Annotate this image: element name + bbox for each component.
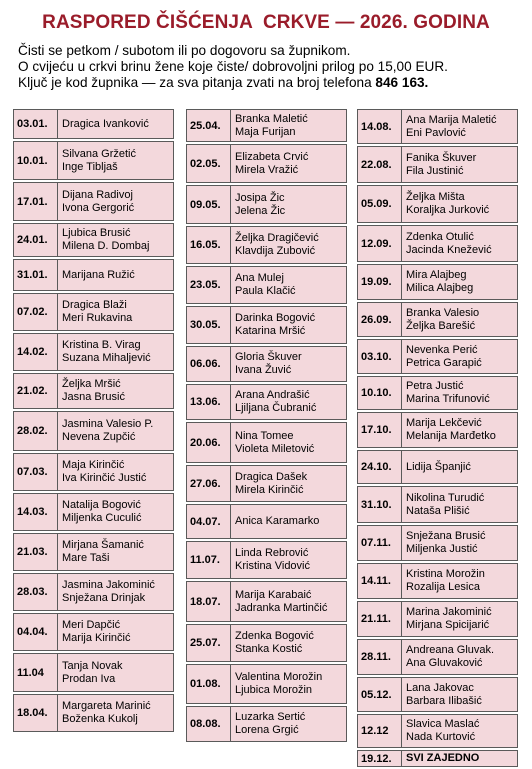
cleaner-name: Jasmina Jakominić	[62, 579, 155, 591]
cleaner-name: Tanja Novak	[62, 659, 123, 672]
schedule-row	[186, 465, 347, 502]
cleaner-name: Petra Justić	[406, 380, 464, 392]
cleaner-name: Jasna Brusić	[62, 391, 125, 403]
cleaner-name: Lorena Grgić	[235, 724, 299, 736]
cleaner-name: Nevena Zupčić	[62, 431, 136, 443]
schedule-date: 17.01.	[14, 183, 58, 220]
schedule-row	[13, 573, 174, 611]
schedule-date: 24.01.	[14, 224, 58, 256]
schedule-row	[13, 109, 174, 139]
schedule-date: 02.05.	[187, 145, 231, 182]
schedule-date: 22.08.	[358, 147, 402, 182]
cleaner-name: Stanka Kostić	[235, 643, 303, 655]
cleaner-name: Ljubica Brusić	[62, 227, 131, 239]
cleaner-name: Branka Valesio	[406, 306, 480, 319]
cleaner-name: Dragica Blaži	[62, 299, 127, 311]
schedule-row	[357, 109, 518, 144]
schedule-names	[231, 542, 346, 578]
schedule-date: 14.02.	[14, 334, 58, 370]
cleaner-name: Ljubica Morožin	[235, 684, 313, 696]
cleaner-name: Valentina Morožin	[235, 671, 323, 683]
schedule-names	[231, 227, 346, 263]
schedule-names	[402, 226, 517, 261]
cleaner-name: Meri Rukavina	[62, 312, 133, 324]
schedule-names	[402, 147, 517, 182]
cleaner-name: Željka Barešić	[406, 319, 476, 332]
cleaner-name: Maja Kirinčić	[62, 459, 125, 471]
schedule-date: 25.04.	[187, 110, 231, 141]
cleaner-name: Ivona Gergorić	[62, 201, 135, 214]
schedule-row	[357, 486, 518, 523]
cleaner-name: Andreana Gluvak.	[406, 644, 495, 656]
schedule-names	[58, 574, 173, 610]
schedule-row	[13, 293, 174, 331]
cleaner-name: Snježana Drinjak	[62, 592, 146, 604]
cleaner-name: Margareta Marinić	[62, 700, 151, 712]
schedule-names	[231, 145, 346, 182]
cleaner-name: Marija Lekčević	[406, 417, 482, 429]
cleaner-name: Željka Mršić	[62, 378, 121, 390]
cleaner-name: Natalija Bogović	[62, 499, 141, 511]
cleaner-name: Barbara Ilibašić	[406, 694, 482, 707]
cleaner-name: Nada Kurtović	[406, 731, 476, 743]
schedule-row	[357, 601, 518, 637]
cleaner-name: Zdenka Otulić	[406, 230, 474, 243]
cleaner-name: Fila Justinić	[406, 164, 464, 177]
schedule-date: 30.05.	[187, 307, 231, 343]
schedule-date: 07.03.	[14, 454, 58, 490]
schedule-date: 19.09.	[358, 265, 402, 299]
cleaner-name: Maja Furijan	[235, 125, 296, 138]
schedule-date: 26.09.	[358, 303, 402, 336]
schedule-row	[13, 373, 174, 409]
cleaner-name: Mirjana Spicijarić	[406, 619, 490, 631]
schedule-names	[402, 186, 517, 222]
schedule-row	[186, 664, 347, 704]
schedule-date: 07.02.	[14, 294, 58, 330]
schedule-row	[186, 422, 347, 463]
schedule-names	[231, 466, 346, 501]
cleaner-name: Elizabeta Crvić	[235, 150, 309, 163]
schedule-date: 16.05.	[187, 227, 231, 263]
schedule-row	[186, 581, 347, 622]
cleaner-name: Rozalija Lesica	[406, 581, 480, 593]
schedule-column-3	[357, 109, 518, 769]
schedule-names	[58, 224, 173, 256]
schedule-column-1	[13, 109, 174, 734]
cleaner-name: Mirjana Šamanić	[62, 539, 144, 551]
cleaner-name: Katarina Mršić	[235, 325, 306, 337]
schedule-date: 18.04.	[14, 695, 58, 731]
schedule-row	[13, 694, 174, 732]
cleaner-name: Darinka Bogović	[235, 312, 316, 324]
schedule-names	[58, 110, 173, 138]
schedule-names	[231, 110, 346, 141]
cleaner-name: Inge Tibljaš	[62, 160, 118, 173]
schedule-date: 31.10.	[358, 487, 402, 522]
cleaner-name: Željka Mišta	[406, 191, 465, 203]
schedule-names	[402, 640, 517, 674]
schedule-date: 21.02.	[14, 374, 58, 408]
cleaner-name: Marija Karabaić	[235, 588, 312, 601]
schedule-row	[357, 146, 518, 183]
schedule-names	[58, 412, 173, 450]
intro-line-1: Čisti se petkom / subotom ili po dogovoru sa župnikom.	[18, 43, 351, 58]
cleaner-name: Slavica Maslać	[406, 718, 480, 730]
cleaner-name: Iva Kirinčić Justić	[62, 472, 147, 484]
cleaner-name: Marija Kirinčić	[62, 632, 131, 644]
cleaner-name: Snježana Brusić	[406, 530, 486, 542]
cleaner-name: Dragica Ivanković	[62, 117, 149, 130]
schedule-names	[402, 265, 517, 299]
schedule-date: 28.03.	[14, 574, 58, 610]
cleaner-name: Lidija Španjić	[406, 460, 471, 473]
cleaner-name: Prodan Iva	[62, 672, 116, 685]
schedule-names	[231, 707, 346, 741]
cleaner-name: Marina Jakominić	[406, 606, 492, 618]
cleaner-name: Ana Gluvaković	[406, 657, 483, 669]
schedule-date: 06.06.	[187, 347, 231, 381]
intro-text	[18, 43, 523, 91]
cleaner-name: Jacinda Knežević	[406, 243, 492, 256]
cleaner-name: Fanika Škuver	[406, 151, 477, 164]
schedule-row	[186, 384, 347, 420]
schedule-row	[186, 504, 347, 539]
cleaner-name: Dragica Dašek	[235, 470, 308, 483]
schedule-date: 14.11.	[358, 564, 402, 598]
cleaner-name: Gloria Škuver	[235, 351, 302, 363]
schedule-names	[231, 625, 346, 661]
schedule-date: 11.07.	[187, 542, 231, 578]
schedule-date: 08.08.	[187, 707, 231, 741]
schedule-date: 12.12	[358, 715, 402, 747]
cleaner-name: Mirela Vražić	[235, 163, 299, 176]
schedule-date: 05.09.	[358, 186, 402, 222]
schedule-date: 28.02.	[14, 412, 58, 450]
schedule-row	[357, 185, 518, 223]
schedule-date: 07.11.	[358, 526, 402, 560]
cleaner-name: Ljiljana Čubranić	[235, 402, 317, 414]
schedule-row	[13, 223, 174, 257]
schedule-names	[402, 751, 517, 766]
cleaner-name: Marijana Ružić	[62, 268, 135, 281]
schedule-names	[231, 385, 346, 419]
cleaner-name: Milena D. Dombaj	[62, 240, 150, 252]
schedule-names	[231, 267, 346, 303]
cleaner-name: Ana Marija Maletić	[406, 113, 497, 126]
schedule-names	[58, 614, 173, 650]
schedule-row	[186, 306, 347, 344]
cleaner-name: Dijana Radivoj	[62, 188, 133, 201]
schedule-row	[13, 182, 174, 221]
phone-number: 846 163.	[375, 75, 429, 90]
schedule-names	[58, 142, 173, 179]
schedule-names	[402, 526, 517, 560]
schedule-row	[357, 450, 518, 484]
schedule-names	[58, 334, 173, 370]
schedule-names	[231, 307, 346, 343]
schedule-names	[58, 260, 173, 290]
intro-line-3	[18, 75, 523, 91]
schedule-date: 03.01.	[14, 110, 58, 138]
schedule-row	[13, 453, 174, 491]
cleaner-name: Željka Dragičević	[235, 232, 319, 244]
cleaner-name: Suzana Mihaljević	[62, 352, 151, 364]
cleaner-name: Koraljka Jurković	[406, 204, 490, 216]
schedule-date: 11.04	[14, 654, 58, 691]
schedule-names	[58, 695, 173, 731]
cleaner-name: Paula Klačić	[235, 285, 296, 297]
cleaner-name: Arana Andrašić	[235, 389, 310, 401]
cleaner-name: Kristina B. Virag	[62, 339, 141, 351]
cleaner-name: Milica Alajbeg	[406, 282, 474, 294]
schedule-date: 23.05.	[187, 267, 231, 303]
intro-line-2: O cvijeću u crkvi brinu žene koje čiste/ dobrovoljni prilog po 15,00 EUR.	[18, 59, 448, 74]
cleaner-name: Silvana Gržetić	[62, 147, 136, 160]
schedule-row	[357, 264, 518, 300]
cleaner-name: Melanija Marđetko	[406, 430, 496, 442]
schedule-row	[13, 259, 174, 291]
schedule-date: 04.07.	[187, 505, 231, 538]
schedule-names	[402, 303, 517, 336]
schedule-row	[186, 109, 347, 142]
cleaner-name: Ivana Žuvić	[235, 364, 292, 376]
schedule-date: 31.01.	[14, 260, 58, 290]
schedule-date: 21.03.	[14, 534, 58, 570]
schedule-row	[186, 624, 347, 662]
schedule-date: 12.09.	[358, 226, 402, 261]
schedule-names	[58, 183, 173, 220]
cleaner-name: Klavdija Zubović	[235, 245, 316, 257]
schedule-column-2	[186, 109, 347, 744]
schedule-row	[186, 185, 347, 224]
cleaner-name: Kristina Morožin	[406, 568, 485, 580]
schedule-names	[231, 423, 346, 462]
schedule-date: 13.06.	[187, 385, 231, 419]
schedule-date: 21.11.	[358, 602, 402, 636]
schedule-row	[357, 563, 518, 599]
schedule-names	[402, 602, 517, 636]
schedule-row	[13, 411, 174, 451]
schedule-row	[357, 639, 518, 675]
schedule-date: 01.08.	[187, 665, 231, 703]
schedule-names	[58, 534, 173, 570]
schedule-date: 20.06.	[187, 423, 231, 462]
schedule-names	[402, 451, 517, 483]
cleaner-name: Anica Karamarko	[235, 515, 320, 527]
schedule-date: 04.04.	[14, 614, 58, 650]
cleaner-name: Petrica Garapić	[406, 356, 482, 369]
schedule-row	[357, 412, 518, 448]
schedule-row	[186, 266, 347, 304]
schedule-names	[402, 110, 517, 143]
cleaner-name: Josipa Žic	[235, 191, 285, 204]
cleaner-name: Boženka Kukolj	[62, 713, 138, 725]
cleaner-name: Nevenka Perić	[406, 343, 478, 356]
schedule-names	[402, 678, 517, 711]
schedule-date: 09.05.	[187, 186, 231, 223]
schedule-names	[402, 487, 517, 522]
schedule-names	[231, 582, 346, 621]
cleaner-name: Mirela Kirinčić	[235, 483, 304, 496]
schedule-names	[402, 715, 517, 747]
schedule-row	[357, 302, 518, 337]
schedule-row	[13, 533, 174, 571]
cleaner-name: Violeta Miletović	[235, 442, 315, 455]
intro-key-text: Ključ je kod župnika — za sva pitanja zvati na broj telefona	[18, 75, 376, 90]
schedule-row	[186, 346, 347, 382]
cleaner-name: Jasmina Valesio P.	[62, 418, 154, 430]
schedule-names	[58, 494, 173, 530]
schedule-names	[58, 454, 173, 490]
schedule-date: 27.06.	[187, 466, 231, 501]
schedule-row	[13, 333, 174, 371]
cleaner-name: Nataša Plišić	[406, 504, 470, 517]
cleaner-name: Ana Mulej	[235, 272, 284, 284]
schedule-names	[58, 294, 173, 330]
cleaner-name: Mira Alajbeg	[406, 269, 467, 281]
schedule-row	[357, 714, 518, 748]
schedule-row	[13, 653, 174, 692]
schedule-date: 19.12.	[358, 751, 402, 766]
cleaner-name: Luzarka Sertić	[235, 711, 306, 723]
cleaner-name: Zdenka Bogović	[235, 630, 314, 642]
schedule-row	[357, 677, 518, 712]
schedule-names	[231, 505, 346, 538]
schedule-row	[357, 339, 518, 374]
schedule-names	[402, 413, 517, 447]
schedule-row	[13, 493, 174, 531]
cleaner-name: Jelena Žic	[235, 204, 286, 217]
schedule-row	[357, 225, 518, 262]
cleaner-name: SVI ZAJEDNO	[406, 752, 480, 764]
schedule-names	[402, 564, 517, 598]
schedule-names	[231, 347, 346, 381]
cleaner-name: Meri Dapčić	[62, 619, 121, 631]
schedule-date: 14.03.	[14, 494, 58, 530]
cleaner-name: Miljenka Justić	[406, 543, 478, 555]
schedule-row	[186, 144, 347, 183]
schedule-names	[402, 377, 517, 409]
cleaner-name: Eni Pavlović	[406, 126, 466, 139]
schedule-row	[186, 226, 347, 264]
schedule-date: 03.10.	[358, 340, 402, 373]
cleaner-name: Kristina Vidović	[235, 560, 310, 572]
schedule-date: 17.10.	[358, 413, 402, 447]
schedule-date: 10.10.	[358, 377, 402, 409]
schedule-row	[13, 613, 174, 651]
schedule-row	[13, 141, 174, 180]
cleaner-name: Marina Trifunović	[406, 393, 490, 405]
schedule-date: 14.08.	[358, 110, 402, 143]
cleaner-name: Nikolina Turudić	[406, 491, 485, 504]
cleaner-name: Nina Tomee	[235, 429, 294, 442]
schedule-date: 28.11.	[358, 640, 402, 674]
schedule-date: 18.07.	[187, 582, 231, 621]
schedule-date: 25.07.	[187, 625, 231, 661]
schedule-date: 24.10.	[358, 451, 402, 483]
schedule-row	[357, 525, 518, 561]
schedule-row	[357, 376, 518, 410]
schedule-names	[402, 340, 517, 373]
cleaner-name: Mare Taši	[62, 552, 110, 564]
page-title: RASPORED ČIŠĆENJA CRKVE — 2026. GODINA	[42, 12, 490, 33]
schedule-row	[186, 541, 347, 579]
cleaner-name: Lana Jakovac	[406, 681, 474, 694]
schedule-names	[231, 186, 346, 223]
cleaner-name: Miljenka Cuculić	[62, 512, 142, 524]
schedule-date: 10.01.	[14, 142, 58, 179]
schedule-row	[186, 706, 347, 742]
schedule-date: 05.12.	[358, 678, 402, 711]
schedule-names	[58, 654, 173, 691]
cleaner-name: Branka Maletić	[235, 112, 308, 125]
cleaner-name: Linda Rebrović	[235, 547, 309, 559]
schedule-names	[231, 665, 346, 703]
cleaner-name: Jadranka Martinčić	[235, 601, 328, 614]
schedule-names	[58, 374, 173, 408]
